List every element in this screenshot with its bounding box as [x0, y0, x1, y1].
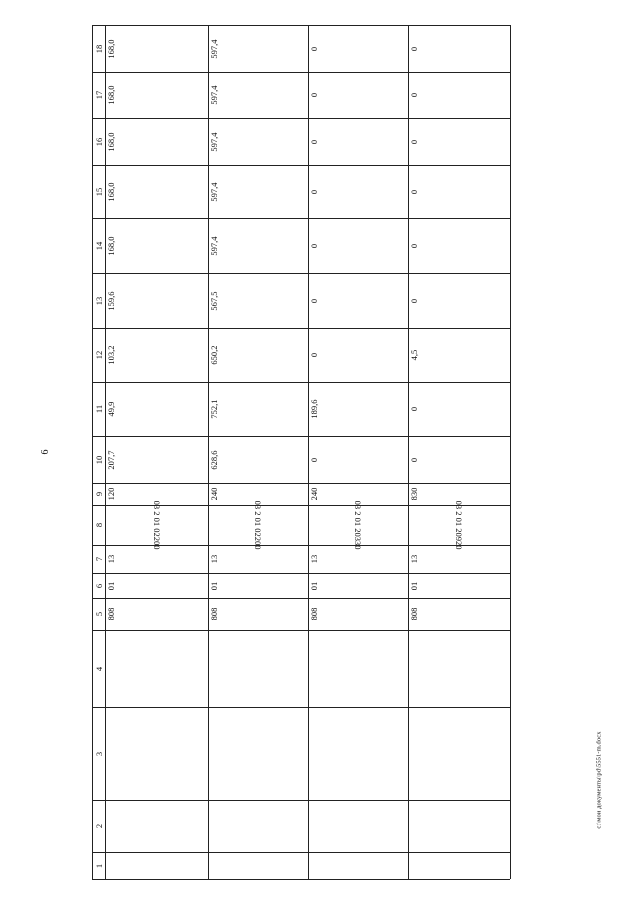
table-cell-c6: 01 — [309, 581, 319, 590]
table-cell-c16: 168,0 — [106, 131, 116, 152]
table-cell-c15: 0 — [409, 189, 419, 194]
column-number-6: 6 — [93, 583, 104, 588]
table-column-divider — [308, 25, 309, 879]
page-number: 6 — [40, 449, 51, 455]
table-cell-c14: 0 — [309, 243, 319, 248]
table-cell-c6: 01 — [106, 581, 116, 590]
table-cell-c11: 0 — [409, 406, 419, 412]
column-number-5: 5 — [93, 611, 104, 617]
table-cell-c10: 628,6 — [209, 449, 219, 470]
column-number-1: 1 — [93, 863, 104, 868]
table-row-divider — [92, 72, 510, 73]
table-cell-c9: 830 — [409, 487, 419, 501]
table-cell-c9: 240 — [209, 487, 219, 501]
table-row-divider — [92, 598, 510, 599]
table-cell-c9: 240 — [309, 487, 319, 501]
table-cell-c10: 0 — [309, 457, 319, 462]
table-cell-c9: 120 — [106, 487, 116, 501]
column-number-3: 3 — [93, 751, 104, 756]
table-cell-c13: 0 — [309, 298, 319, 303]
column-number-15: 15 — [93, 187, 104, 196]
column-number-4: 4 — [93, 666, 104, 671]
table-cell-c12: 103,2 — [106, 345, 116, 365]
table-row-divider — [92, 273, 510, 274]
table-cell-c12: 650,2 — [209, 345, 219, 365]
table-row-divider — [92, 879, 510, 880]
table-cell-c17: 0 — [409, 92, 419, 98]
column-number-14: 14 — [93, 241, 104, 250]
table-row-divider — [92, 328, 510, 329]
table-row-divider — [92, 573, 510, 574]
table-cell-c13: 567,5 — [209, 290, 219, 311]
table-cell-c15: 597,4 — [209, 181, 219, 202]
table-cell-c15: 168,0 — [106, 181, 116, 202]
table-row-divider — [92, 218, 510, 219]
table-cell-c18: 0 — [309, 46, 319, 51]
table-cell-c11: 49,9 — [106, 401, 116, 417]
table-cell-c18: 0 — [409, 46, 419, 51]
table-cell-c12: 4,5 — [409, 349, 419, 361]
table-row-divider — [92, 852, 510, 853]
table-cell-c16: 0 — [409, 139, 419, 144]
table-cell-c14: 168,0 — [106, 235, 116, 256]
table-column-divider — [92, 25, 93, 879]
table-cell-c7: 13 — [409, 554, 419, 564]
column-number-7: 7 — [93, 556, 104, 562]
table-cell-c17: 168,0 — [106, 85, 116, 105]
table-cell-c7: 13 — [209, 554, 219, 564]
table-cell-c11: 189,6 — [309, 399, 319, 419]
table-column-divider — [408, 25, 409, 879]
table-column-divider — [510, 25, 511, 879]
column-number-17: 17 — [93, 90, 104, 100]
table-row-divider — [92, 25, 510, 26]
column-number-11: 11 — [93, 404, 104, 414]
table-row-divider — [92, 165, 510, 166]
table-cell-c8: 03 2 01 02200 — [151, 500, 162, 550]
table-cell-c17: 597,4 — [209, 85, 219, 105]
table-cell-c15: 0 — [309, 189, 319, 194]
table-cell-c13: 0 — [409, 298, 419, 303]
footer-file-path: c:\мои документы\pd\5551-m.docx — [595, 731, 603, 829]
table-row-divider — [92, 483, 510, 484]
table-cell-c16: 0 — [309, 139, 319, 144]
table-row-divider — [92, 382, 510, 383]
column-number-2: 2 — [93, 823, 104, 829]
table-cell-c17: 0 — [309, 92, 319, 98]
table-cell-c11: 752,1 — [209, 399, 219, 419]
table-cell-c5: 808 — [309, 607, 319, 621]
table-cell-c10: 207,7 — [106, 449, 116, 470]
column-number-12: 12 — [93, 350, 104, 360]
table-cell-c16: 597,4 — [209, 131, 219, 152]
column-number-13: 13 — [93, 296, 104, 305]
table-cell-c18: 597,4 — [209, 38, 219, 59]
table-cell-c8: 03 2 01 02200 — [253, 500, 263, 550]
table-cell-c6: 01 — [409, 581, 419, 590]
table-cell-c8: 03 2 01 20330 — [353, 500, 363, 550]
table-row-divider — [92, 436, 510, 437]
table-cell-c5: 808 — [106, 607, 116, 621]
table-cell-c18: 168,0 — [106, 38, 116, 59]
column-number-9: 9 — [93, 491, 104, 497]
table-cell-c7: 13 — [309, 554, 319, 564]
table-cell-c7: 13 — [106, 554, 116, 564]
table-cell-c14: 597,4 — [209, 235, 219, 256]
table-cell-c5: 808 — [409, 607, 419, 621]
table-cell-c14: 0 — [409, 243, 419, 248]
table-row-divider — [92, 630, 510, 631]
table-cell-c12: 0 — [309, 352, 319, 358]
table-row-divider — [92, 707, 510, 708]
table-cell-c6: 01 — [209, 581, 219, 590]
column-number-16: 16 — [93, 137, 104, 146]
column-number-10: 10 — [93, 455, 104, 464]
table-row-divider — [92, 118, 510, 119]
column-number-8: 8 — [93, 522, 104, 528]
table-cell-c5: 808 — [209, 607, 219, 621]
column-number-18: 18 — [93, 44, 104, 53]
table-cell-c8: 03 2 01 20920 — [454, 500, 464, 550]
table-row-divider — [92, 800, 510, 801]
table-cell-c10: 0 — [409, 457, 419, 462]
table-cell-c13: 159,6 — [106, 290, 116, 311]
